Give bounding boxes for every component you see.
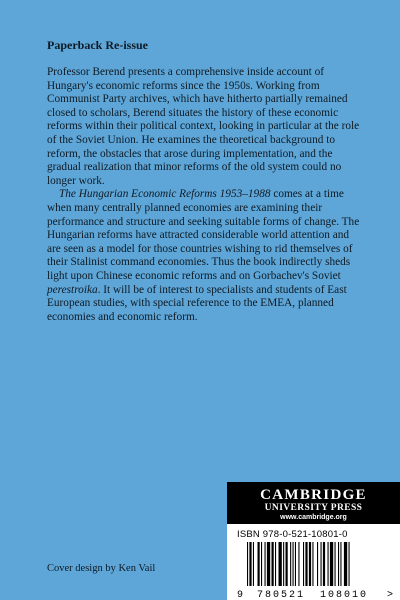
- barcode-bar: [275, 542, 276, 586]
- barcode-bar: [272, 542, 274, 586]
- barcode-bar: [309, 542, 311, 586]
- barcode-bar: [312, 542, 313, 586]
- barcode-bar: [303, 542, 304, 586]
- barcode-panel: [227, 524, 400, 600]
- barcode-bar: [335, 542, 336, 586]
- isbn-label: ISBN 978-0-521-10801-0: [237, 529, 348, 540]
- blurb-text: [47, 66, 365, 324]
- barcode-bar: [283, 542, 284, 586]
- barcode-bar: [330, 542, 333, 586]
- barcode-right-digits: 108010: [320, 590, 369, 600]
- barcode-bar: [293, 542, 294, 586]
- barcode-bar: [317, 542, 318, 586]
- barcode-bar: [328, 542, 329, 586]
- barcode-bar: [298, 542, 299, 586]
- barcode-bar: [261, 542, 262, 586]
- barcode-bar: [344, 542, 347, 586]
- barcode-bar: [290, 542, 291, 586]
- section-heading: Paperback Re-issue: [47, 38, 148, 52]
- barcode-bar: [279, 542, 282, 586]
- paragraph-2-text-b: . It will be of interest to specialists and students of East European studies, with special reference to the EMEA, planned economies and economic reform.: [47, 283, 347, 323]
- publisher-name: CAMBRIDGE: [260, 487, 367, 503]
- blurb-paragraph-2: [47, 188, 365, 324]
- barcode-left-digits: 780521: [257, 590, 306, 600]
- barcode-bar: [338, 542, 339, 586]
- paragraph-2-text-a: comes at a time when many centrally planned economies are examining their performance and structure and seeking suitable forms of change. The Hungarian reforms have attracted considerable world attention and are seen as a model for those countries wishing to rid themselves of their Stalinist command economies. Thus the book indirectly sheds light upon Chinese economic reforms and on Gorbachev's Soviet: [47, 188, 360, 282]
- cover-credit: Cover design by Ken Vail: [47, 563, 156, 574]
- blurb-paragraph-1: Professor Berend presents a comprehensive inside account of Hungary's economic reforms since the 1950s. Working from Communist Party archives, which have hitherto partially remained closed to scholars, Berend situates the history of these economic reforms within their political context, looking in particular at the role of the Soviet Union. He examines the theoretical background to reform, the obstacles that arose during implementation, and the gradual realization that minor reforms of the old system could no longer work.: [47, 66, 360, 187]
- publisher-logo: [227, 482, 400, 524]
- barcode-bar: [295, 542, 296, 586]
- barcode-bar: [340, 542, 341, 586]
- barcode-bar: [321, 542, 322, 586]
- barcode-bar: [247, 542, 248, 586]
- barcode-bar: [286, 542, 288, 586]
- barcode-bar: [265, 542, 266, 586]
- barcode-bar: [253, 542, 254, 586]
- barcode-bar: [323, 542, 325, 586]
- book-title: The Hungarian Economic Reforms 1953–1988: [59, 188, 271, 201]
- barcode-bar: [305, 542, 307, 586]
- barcode-end-marker: >: [387, 590, 394, 600]
- barcode-bar: [349, 542, 350, 586]
- barcode-bar: [249, 542, 251, 586]
- barcode-bar: [258, 542, 260, 586]
- barcode-bar: [267, 542, 270, 586]
- barcode-lead-digit: 9: [237, 590, 244, 600]
- publisher-press: UNIVERSITY PRESS: [264, 503, 363, 513]
- publisher-url: www.cambridge.org: [280, 514, 347, 521]
- perestroika-term: perestroika: [47, 283, 98, 296]
